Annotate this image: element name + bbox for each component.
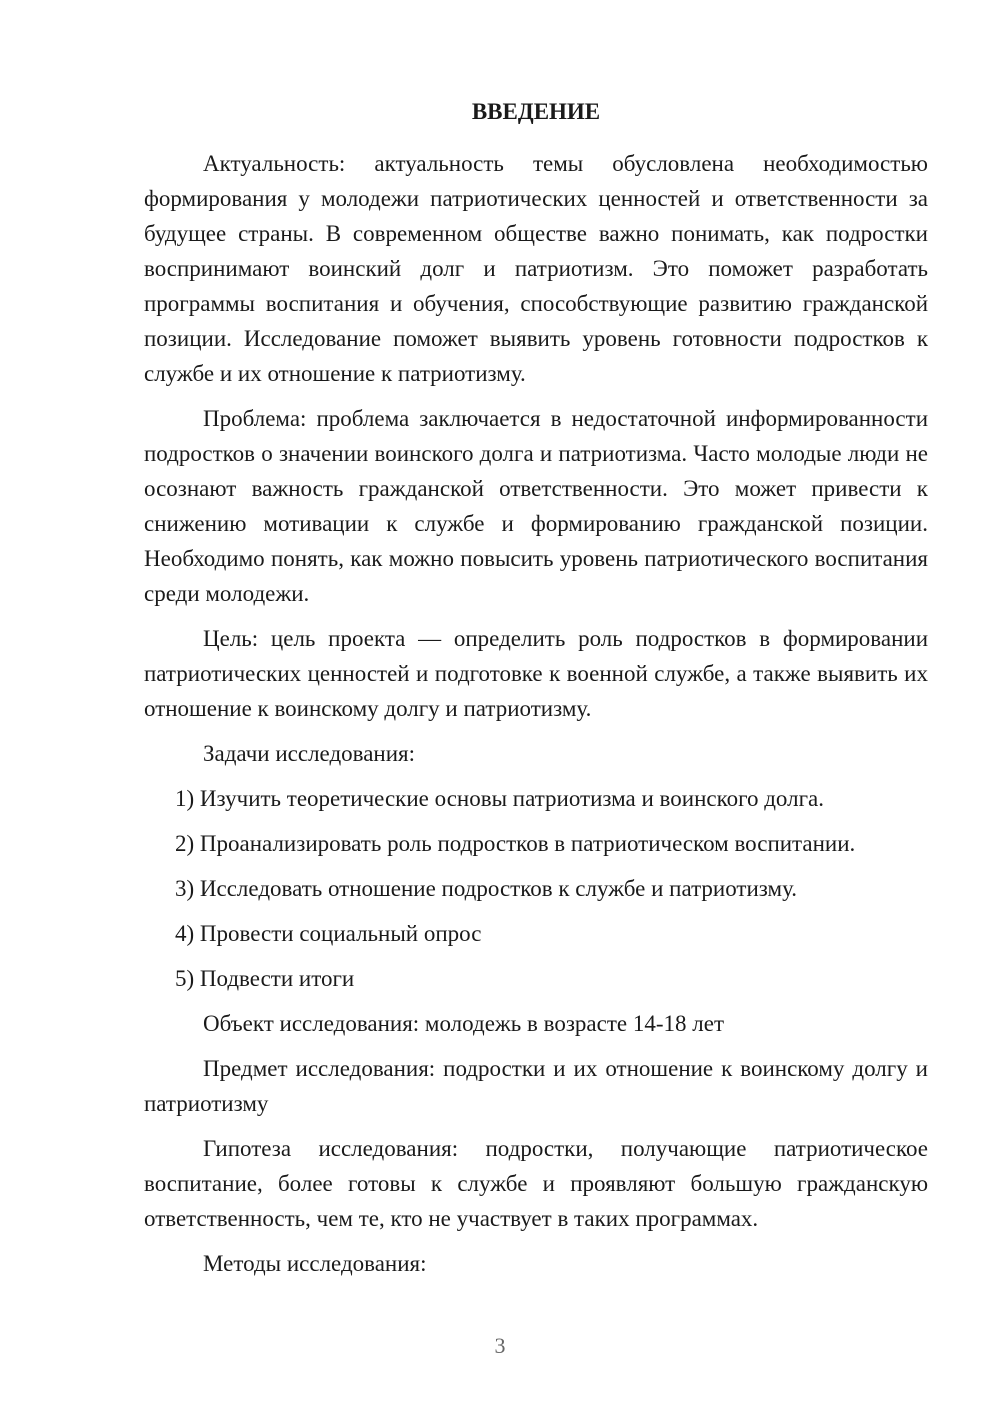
subject-paragraph: Предмет исследования: подростки и их отношение к воинскому долгу и патриотизму [144, 1056, 928, 1116]
relevance-paragraph: Актуальность: актуальность темы обусловлена необходимостью формирования у молодежи патриотических ценностей и ответственности за будущее страны. В современном обществе важно понимать, как подростки воспринимают воинский долг и патриотизм. Это поможет разработать программы воспитания и обучения, способствующие развитию гражданской позиции. Исследование поможет выявить уровень готовности подростков к службе и их отношение к патриотизму. [144, 151, 928, 386]
tasks-heading: Задачи исследования: [203, 741, 416, 766]
task-item-2: 2) Проанализировать роль подростков в патриотическом воспитании. [175, 831, 856, 856]
tasks-list [144, 781, 928, 996]
section-title: ВВЕДЕНИЕ [471, 99, 601, 124]
page-content [144, 94, 928, 1291]
problem-paragraph: Проблема: проблема заключается в недостаточной информированности подростков о значении воинского долга и патриотизма. Часто молодые люди не осознают важность гражданской ответственности. Это может привести к снижению мотивации к службе и формированию гражданской позиции. Необходимо понять, как можно повысить уровень патриотического воспитания среди молодежи. [144, 406, 928, 606]
task-item-4: 4) Провести социальный опрос [175, 921, 482, 946]
page-number: 3 [494, 1333, 506, 1358]
task-item-1: 1) Изучить теоретические основы патриотизма и воинского долга. [175, 786, 824, 811]
object-line: Объект исследования: молодежь в возрасте 14-18 лет [203, 1011, 725, 1036]
methods-heading: Методы исследования: [203, 1251, 427, 1276]
goal-paragraph: Цель: цель проекта — определить роль подростков в формировании патриотических ценностей и подготовке к военной службе, а также выявить их отношение к воинскому долгу и патриотизму. [144, 626, 928, 721]
hypothesis-paragraph: Гипотеза исследования: подростки, получающие патриотическое воспитание, более готовы к службе и проявляют большую гражданскую ответственность, чем те, кто не участвует в таких программах. [144, 1136, 928, 1231]
task-item-3: 3) Исследовать отношение подростков к службе и патриотизму. [175, 876, 798, 901]
task-item-5: 5) Подвести итоги [175, 966, 355, 991]
